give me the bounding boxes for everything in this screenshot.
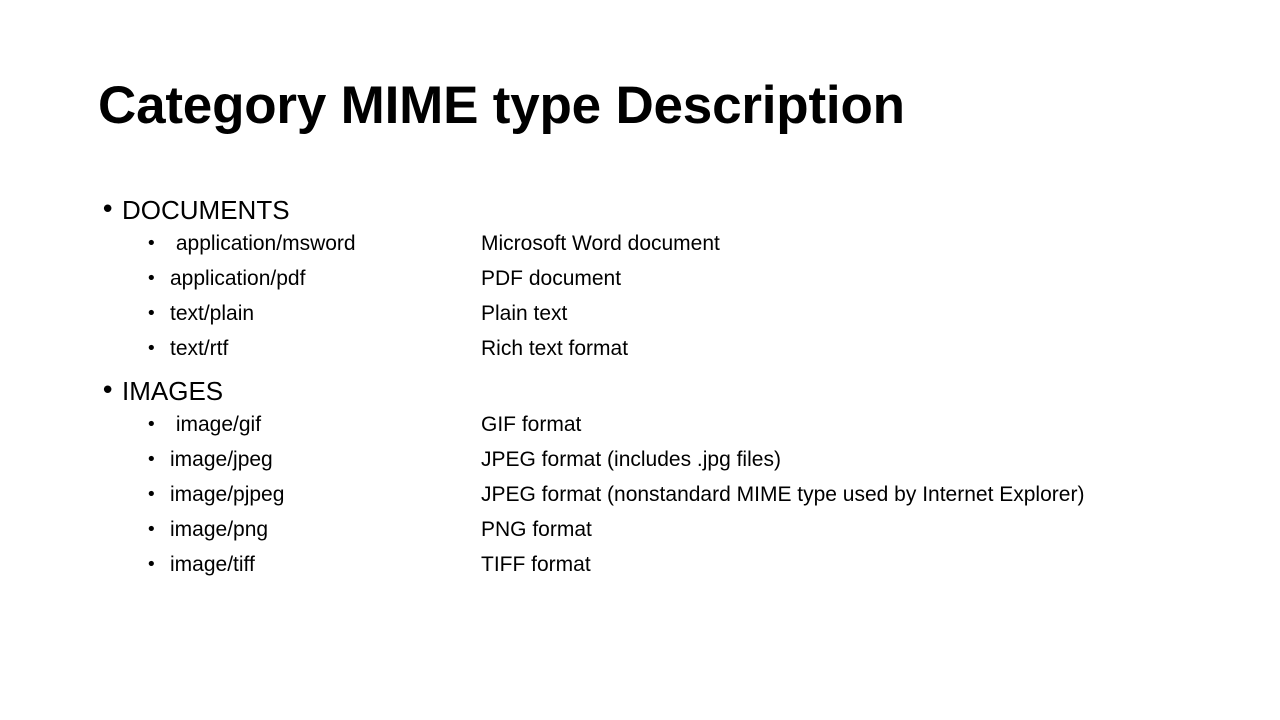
section-heading-label: DOCUMENTS	[122, 195, 290, 225]
section-documents	[100, 190, 1220, 362]
mime-type: image/tiff	[170, 553, 255, 576]
mime-description: JPEG format (includes .jpg files)	[481, 448, 781, 471]
bullet-icon: •	[100, 376, 116, 406]
section-heading	[100, 190, 1220, 230]
list-item	[100, 552, 1220, 578]
mime-type: image/png	[170, 518, 269, 541]
bullet-icon: •	[146, 268, 157, 289]
list-item	[100, 517, 1220, 543]
bullet-icon: •	[146, 338, 157, 359]
section-items	[100, 231, 1220, 362]
list-item	[100, 301, 1220, 327]
mime-description: JPEG format (nonstandard MIME type used by Internet Explorer)	[481, 483, 1085, 506]
section-heading-label: IMAGES	[122, 376, 224, 406]
mime-type: application/pdf	[170, 267, 306, 290]
bullet-icon: •	[146, 449, 157, 470]
mime-type: text/plain	[170, 302, 255, 325]
mime-type: image/gif	[170, 413, 262, 436]
bullet-icon: •	[146, 233, 157, 254]
mime-description: Microsoft Word document	[481, 232, 720, 255]
list-item	[100, 336, 1220, 362]
section-items	[100, 412, 1220, 578]
section-images	[100, 371, 1220, 578]
bullet-icon: •	[100, 195, 116, 225]
mime-description: TIFF format	[481, 553, 591, 576]
bullet-icon: •	[146, 484, 157, 505]
list-item	[100, 412, 1220, 438]
mime-description: GIF format	[481, 413, 582, 436]
slide-content	[100, 190, 1220, 587]
bullet-icon: •	[146, 554, 157, 575]
mime-type: image/pjpeg	[170, 483, 285, 506]
bullet-icon: •	[146, 414, 157, 435]
list-item	[100, 482, 1220, 508]
mime-type: image/jpeg	[170, 448, 273, 471]
list-item	[100, 447, 1220, 473]
mime-description: PDF document	[481, 267, 622, 290]
mime-description: PNG format	[481, 518, 592, 541]
mime-description: Plain text	[481, 302, 568, 325]
mime-type: application/msword	[170, 232, 356, 255]
mime-description: Rich text format	[481, 337, 629, 360]
slide-title: Category MIME type Description	[98, 76, 905, 135]
bullet-icon: •	[146, 303, 157, 324]
section-heading	[100, 371, 1220, 411]
list-item	[100, 266, 1220, 292]
mime-type: text/rtf	[170, 337, 229, 360]
bullet-icon: •	[146, 519, 157, 540]
list-item	[100, 231, 1220, 257]
